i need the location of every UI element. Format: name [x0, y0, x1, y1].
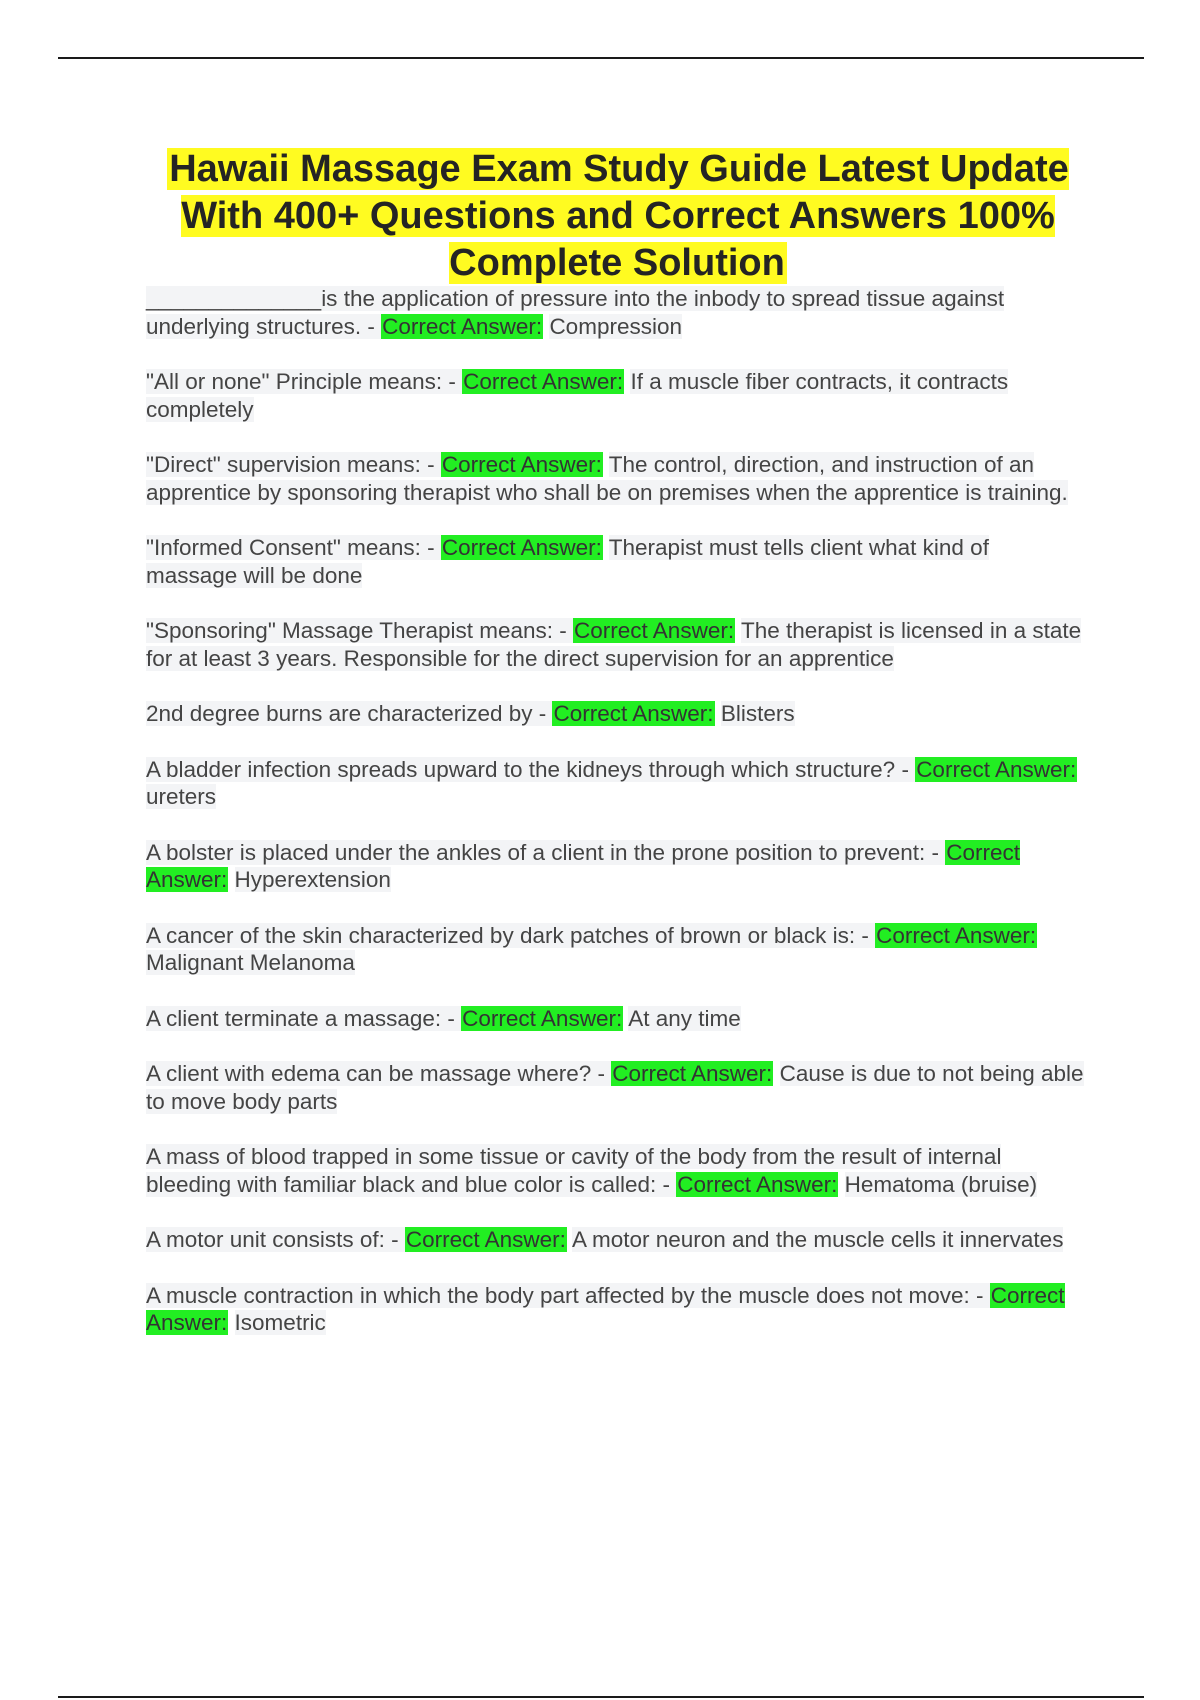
qa-item [146, 451, 1086, 506]
question-text: "Direct" supervision means: - [146, 452, 441, 477]
correct-answer-label: Correct Answer: [441, 535, 602, 560]
question-text: "All or none" Principle means: - [146, 369, 463, 394]
qa-item [146, 368, 1086, 423]
qa-item [146, 756, 1086, 811]
question-text: A client terminate a massage: - [146, 1005, 462, 1031]
question-text: "Sponsoring" Massage Therapist means: - [146, 618, 574, 643]
question-text: "Informed Consent" means: - [146, 535, 441, 560]
qa-item [146, 700, 1086, 728]
answer-text: Therapist must tells client what kind of massage will be done [146, 535, 989, 588]
correct-answer-label: Correct Answer: [574, 618, 735, 643]
question-text: 2nd degree burns are characterized by - [146, 701, 553, 726]
answer-text: Blisters [720, 701, 795, 726]
correct-answer-label: Correct Answer: [463, 369, 624, 394]
qa-item [146, 285, 1086, 340]
correct-answer-label: Correct Answer: [612, 1061, 773, 1086]
qa-item [146, 1226, 1086, 1254]
qa-item [146, 617, 1086, 672]
question-text: A motor unit consists of: - [146, 1227, 405, 1252]
top-rule [58, 57, 1144, 59]
answer-text: Malignant Melanoma [146, 950, 355, 975]
answer-text: ureters [146, 784, 217, 809]
qa-list [146, 285, 1086, 1365]
correct-answer-label: Correct Answer: [876, 922, 1037, 948]
answer-text: Cause is due to not being able to move body parts [146, 1061, 1084, 1114]
question-text: A muscle contraction in which the body part affected by the muscle does not move: - [146, 1282, 990, 1308]
correct-answer-label: Correct Answer: [146, 839, 1020, 892]
correct-answer-label: Correct Answer: [462, 1005, 623, 1031]
answer-text: Isometric [234, 1310, 326, 1335]
correct-answer-label: Correct Answer: [553, 701, 714, 726]
question-text: A bolster is placed under the ankles of a client in the prone position to prevent: - [146, 839, 946, 865]
answer-text: If a muscle fiber contracts, it contracts completely [146, 369, 1009, 422]
question-text: A cancer of the skin characterized by dark patches of brown or black is: - [146, 922, 876, 948]
qa-item [146, 922, 1086, 977]
correct-answer-label: Correct Answer: [382, 313, 543, 339]
title-highlight: Hawaii Massage Exam Study Guide Latest Update With 400+ Questions and Correct Answers 100% Complete Solution [169, 148, 1069, 284]
correct-answer-label: Correct Answer: [441, 452, 602, 477]
question-text: A bladder infection spreads upward to the kidneys through which structure? - [146, 756, 916, 782]
document-title [150, 146, 1086, 287]
answer-text: The therapist is licensed in a state for at least 3 years. Responsible for the direct supervision for an apprentice [146, 618, 1082, 671]
qa-item [146, 1143, 1086, 1198]
answer-text: Hyperextension [234, 867, 391, 892]
answer-text: At any time [628, 1005, 741, 1031]
qa-item [146, 1005, 1086, 1033]
qa-item [146, 1060, 1086, 1115]
qa-item [146, 1282, 1086, 1337]
qa-item [146, 839, 1086, 894]
answer-text: Compression [549, 313, 682, 339]
question-text: ______________is the application of pressure into the inbody to spread tissue against underlying structures. - [146, 286, 1005, 339]
correct-answer-label: Correct Answer: [916, 756, 1077, 782]
qa-item [146, 534, 1086, 589]
correct-answer-label: Correct Answer: [146, 1282, 1065, 1335]
answer-text: Hematoma (bruise) [844, 1171, 1038, 1197]
answer-text: The control, direction, and instruction of an apprentice by sponsoring therapist who shall be on premises when the apprentice is training. [146, 452, 1068, 505]
answer-text: A motor neuron and the muscle cells it innervates [571, 1227, 1064, 1252]
question-text: A client with edema can be massage where? - [146, 1061, 612, 1086]
correct-answer-label: Correct Answer: [677, 1171, 838, 1197]
bottom-rule [58, 1696, 1144, 1698]
correct-answer-label: Correct Answer: [405, 1227, 566, 1252]
question-text: A mass of blood trapped in some tissue or cavity of the body from the result of internal bleeding with familiar black and blue color is called: - [146, 1144, 1002, 1197]
